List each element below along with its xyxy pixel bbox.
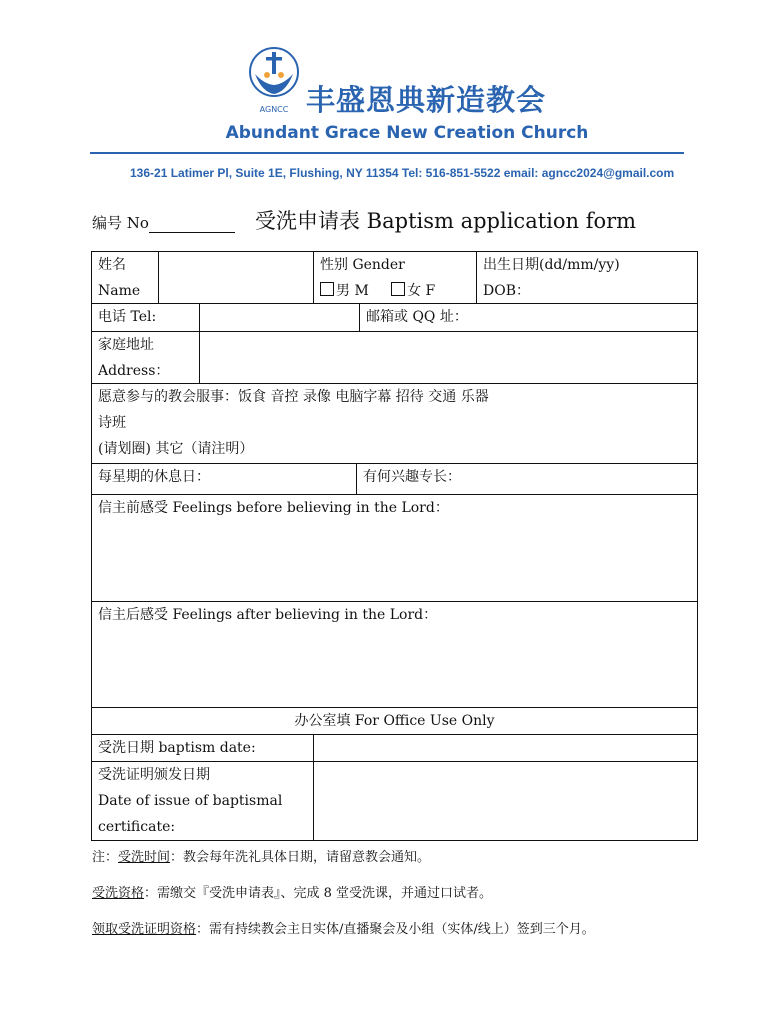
church-name-en: Abundant Grace New Creation Church: [225, 123, 589, 143]
service-other: (请划圈) 其它（请注明）: [98, 441, 254, 457]
address-field[interactable]: [199, 331, 698, 384]
email-qq-label: 邮箱或 QQ 址：: [366, 309, 468, 325]
gender-female-label: 女 F: [407, 283, 436, 299]
address-label-en: Address：: [98, 363, 170, 379]
serial-number-blank[interactable]: [149, 217, 235, 233]
church-contact-line: 136-21 Latimer Pl, Suite 1E, Flushing, NY 11354 Tel: 516-851-5522 email: agncc2024@gmail.com: [130, 166, 675, 180]
note-eligibility-label: 受洗资格: [92, 886, 145, 901]
email-qq-cell[interactable]: [359, 303, 698, 332]
name-label-cell: [91, 251, 159, 304]
service-choir: 诗班: [98, 415, 126, 431]
serial-number-field[interactable]: [92, 212, 235, 233]
dob-label-cn: 出生日期(dd/mm/yy): [483, 257, 620, 273]
service-options: 愿意参与的教会服事：饭食 音控 录像 电脑字幕 招待 交通 乐器: [98, 389, 489, 405]
note-certificate-text: ：需有持续教会主日实体/直播聚会及小组（实体/线上）签到三个月。: [196, 922, 595, 937]
tel-label: 电话 Tel:: [98, 309, 157, 325]
address-label-cell: [91, 331, 200, 384]
office-use-label: 办公室填 For Office Use Only: [294, 713, 495, 729]
dob-label-en: DOB：: [483, 283, 530, 299]
note-certificate-label: 领取受洗证明资格: [92, 922, 197, 937]
note-baptism-time-label: 受洗时间: [118, 850, 171, 865]
certificate-date-field[interactable]: [313, 761, 698, 841]
feelings-after-label: 信主后感受 Feelings after believing in the Lord：: [98, 607, 438, 623]
serial-number-label: 编号 No: [92, 214, 149, 232]
baptism-date-label-cell: [91, 734, 314, 762]
feelings-after-cell[interactable]: [91, 601, 698, 708]
name-label-en: Name: [98, 283, 141, 299]
logo-text: AGNCC: [259, 105, 289, 114]
form-title: 受洗申请表 Baptism application form: [255, 209, 637, 233]
name-field[interactable]: [158, 251, 314, 304]
feelings-before-cell[interactable]: [91, 494, 698, 602]
note-baptism-time-text: ：教会每年洗礼具体日期，请留意教会通知。: [170, 850, 431, 865]
baptism-date-field[interactable]: [313, 734, 698, 762]
church-service-cell[interactable]: [91, 383, 698, 464]
dob-cell[interactable]: [476, 251, 698, 304]
note-prefix: 注：: [92, 850, 119, 865]
certificate-date-label-en2: certificate:: [98, 819, 176, 835]
note-certificate-eligibility: [92, 918, 595, 937]
hobbies-label: 有何兴趣专长：: [363, 469, 461, 485]
address-label-cn: 家庭地址: [98, 337, 154, 353]
header-divider: [90, 152, 684, 154]
gender-female-checkbox[interactable]: [391, 282, 405, 296]
certificate-date-label-cell: [91, 761, 314, 841]
name-label-cn: 姓名: [98, 257, 126, 273]
gender-cell: [313, 251, 477, 304]
baptism-date-label: 受洗日期 baptism date:: [98, 740, 256, 756]
hobbies-cell[interactable]: [356, 463, 698, 495]
tel-label-cell: [91, 303, 200, 332]
gender-male-label: 男 M: [336, 283, 369, 299]
gender-label: 性别 Gender: [320, 257, 405, 273]
note-eligibility-text: ：需缴交『受洗申请表』、完成 8 堂受洗课，并通过口试者。: [144, 886, 493, 901]
tel-field[interactable]: [199, 303, 360, 332]
church-name-cn: 丰盛恩典新造教会: [306, 83, 547, 117]
note-baptism-time: [92, 846, 430, 865]
certificate-date-label-en1: Date of issue of baptismal: [98, 793, 283, 809]
note-baptism-eligibility: [92, 882, 492, 901]
feelings-before-label: 信主前感受 Feelings before believing in the Lord：: [98, 500, 449, 516]
rest-day-cell[interactable]: [91, 463, 357, 495]
certificate-date-label-cn: 受洗证明颁发日期: [98, 767, 210, 783]
rest-day-label: 每星期的休息日：: [98, 469, 210, 485]
office-use-header: [91, 707, 698, 735]
church-logo: [248, 44, 300, 116]
gender-male-checkbox[interactable]: [320, 282, 334, 296]
